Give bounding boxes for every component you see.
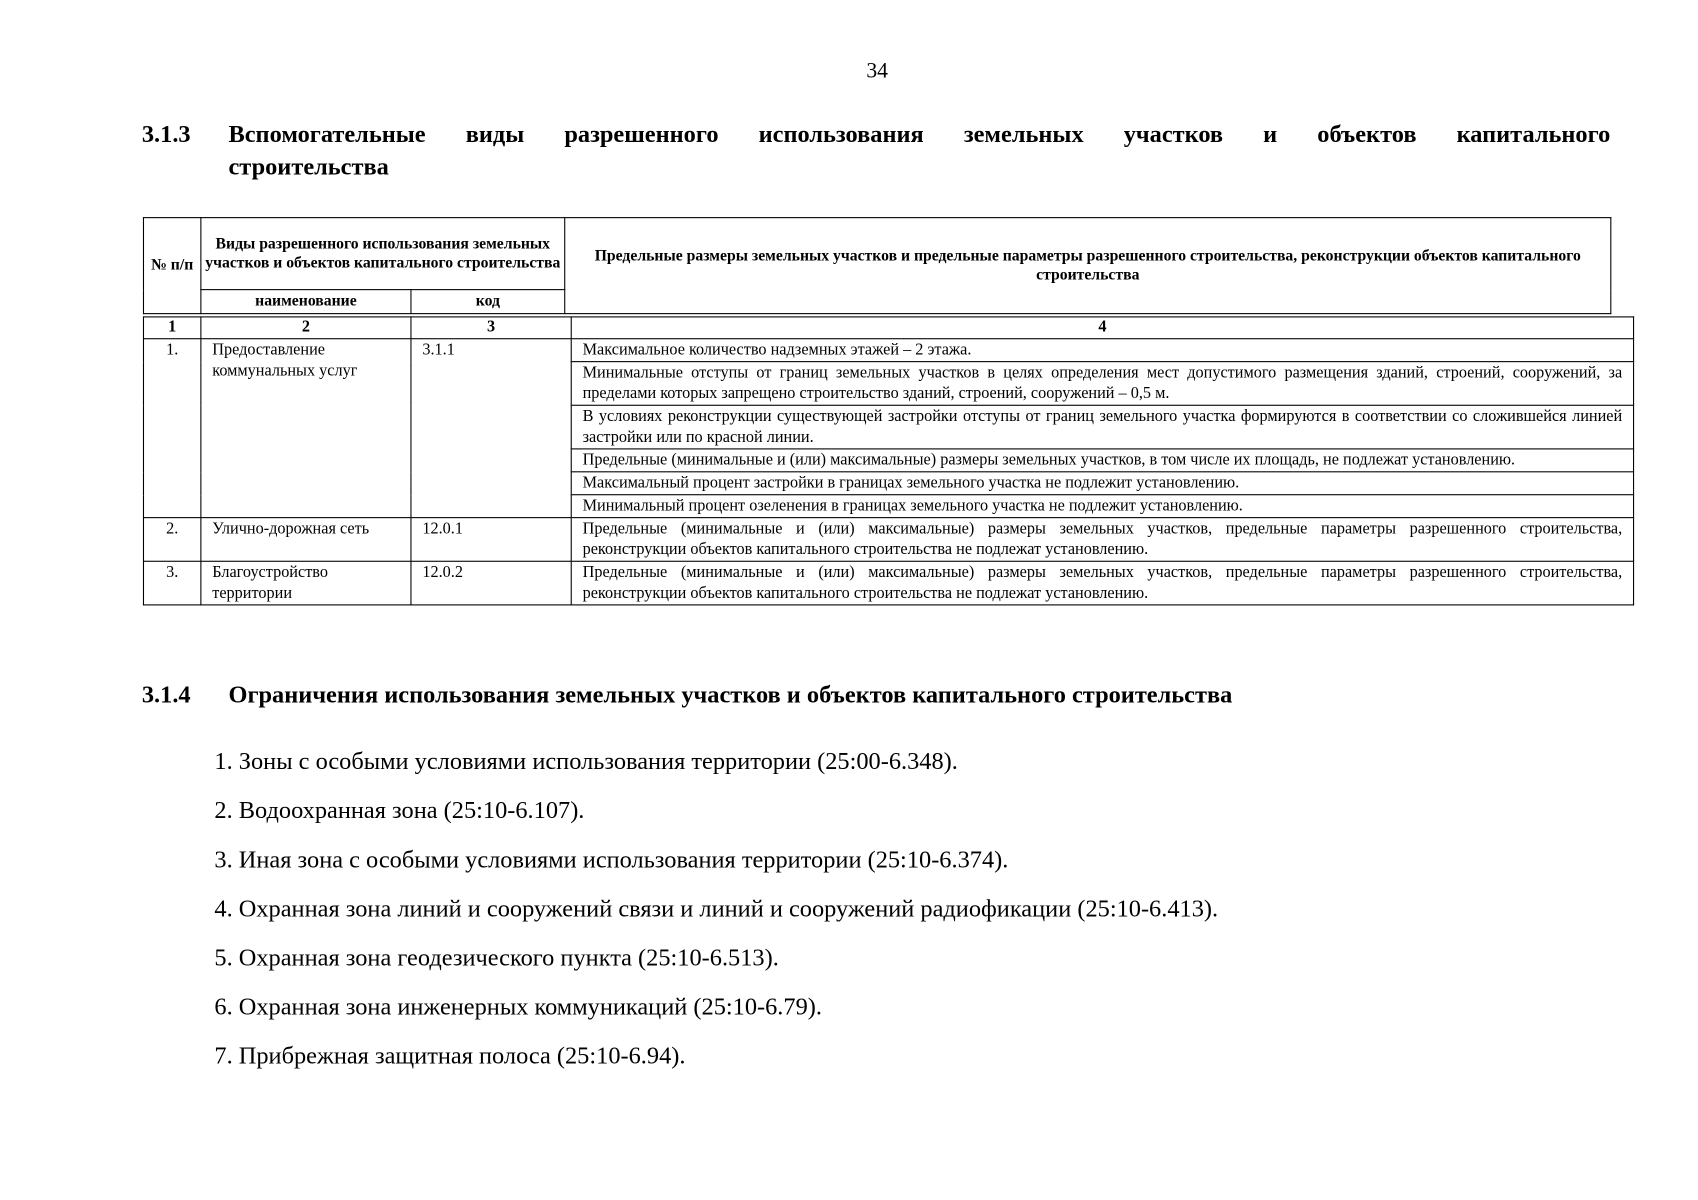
- section-314-number: 3.1.4: [141, 680, 191, 708]
- header-col-limits: Предельные размеры земельных участков и предельные параметры разрешенного строительства, реконструкции объектов капитального строительства: [565, 218, 1611, 314]
- section-313-title-line1: Вспомогательные виды разрешенного использования земельных участков и объектов капитального: [228, 119, 1611, 148]
- table-header: [143, 217, 1611, 314]
- header-col-group: Виды разрешенного использования земельных участков и объектов капитального строительства: [201, 218, 565, 290]
- list-item: 2. Водоохранная зона (25:10-6.107).: [214, 796, 585, 824]
- row-param: Минимальный процент озеленения в границах земельного участка не подлежит установлению.: [571, 495, 1633, 518]
- table-row: [143, 339, 1633, 362]
- row-param: В условиях реконструкции существующей застройки отступы от границ земельного участка формируются в соответствии со сложившейся линией застройки или по красной линии.: [571, 405, 1633, 449]
- row-code: 12.0.2: [411, 561, 571, 605]
- row-param: Предельные (минимальные и (или) максимальные) размеры земельных участков, в том числе их площадь, не подлежат установлению.: [571, 449, 1633, 472]
- column-number: 2: [201, 317, 411, 339]
- header-col-name: наименование: [201, 290, 411, 314]
- section-314-title: Ограничения использования земельных участков и объектов капитального строительства: [228, 680, 1233, 708]
- row-param: Максимальное количество надземных этажей – 2 этажа.: [571, 339, 1633, 362]
- header-col-code: код: [411, 290, 565, 314]
- column-number: 1: [143, 317, 200, 339]
- list-item: 1. Зоны с особыми условиями использования территории (25:00-6.348).: [214, 747, 958, 775]
- column-number: 4: [571, 317, 1633, 339]
- row-number: 3.: [143, 561, 200, 605]
- list-item: 5. Охранная зона геодезического пункта (25:10-6.513).: [214, 943, 779, 971]
- row-name: Благоустройство территории: [201, 561, 411, 605]
- row-param: Предельные (минимальные и (или) максимальные) размеры земельных участков, предельные параметры разрешенного строительства, реконструкции объектов капитального строительства не подлежат установлению.: [571, 561, 1633, 605]
- section-313-title-line2: строительства: [228, 152, 389, 180]
- section-313-number: 3.1.3: [141, 119, 191, 148]
- page-number: 34: [866, 58, 888, 83]
- list-item: 7. Прибрежная защитная полоса (25:10-6.94).: [214, 1041, 686, 1070]
- header-col-no: № п/п: [143, 218, 200, 314]
- row-param: Минимальные отступы от границ земельных участков в целях определения мест допустимого размещения зданий, строений, сооружений, за пределами которых запрещено строительство зданий, строений, сооружений – 0,5 м.: [571, 362, 1633, 406]
- row-number: 1.: [143, 339, 200, 518]
- row-name: Улично-дорожная сеть: [201, 518, 411, 562]
- list-item: 6. Охранная зона инженерных коммуникаций (25:10-6.79).: [214, 992, 822, 1020]
- column-number: 3: [411, 317, 571, 339]
- row-param: Максимальный процент застройки в границах земельного участка не подлежит установлению.: [571, 472, 1633, 495]
- row-param: Предельные (минимальные и (или) максимальные) размеры земельных участков, предельные параметры разрешенного строительства, реконструкции объектов капитального строительства не подлежат установлению.: [571, 518, 1633, 562]
- table-row: [143, 518, 1633, 562]
- row-code: 12.0.1: [411, 518, 571, 562]
- row-number: 2.: [143, 518, 200, 562]
- permitted-uses-table: [143, 316, 1634, 605]
- section-313-title: [228, 118, 1610, 183]
- table-row: [143, 561, 1633, 605]
- list-item: 3. Иная зона с особыми условиями использования территории (25:10-6.374).: [214, 845, 1009, 873]
- list-item: 4. Охранная зона линий и сооружений связи и линий и сооружений радиофикации (25:10-6.413).: [214, 894, 1219, 922]
- column-number-row: [143, 317, 1633, 339]
- row-code: 3.1.1: [411, 339, 571, 518]
- row-name: Предоставление коммунальных услуг: [201, 339, 411, 518]
